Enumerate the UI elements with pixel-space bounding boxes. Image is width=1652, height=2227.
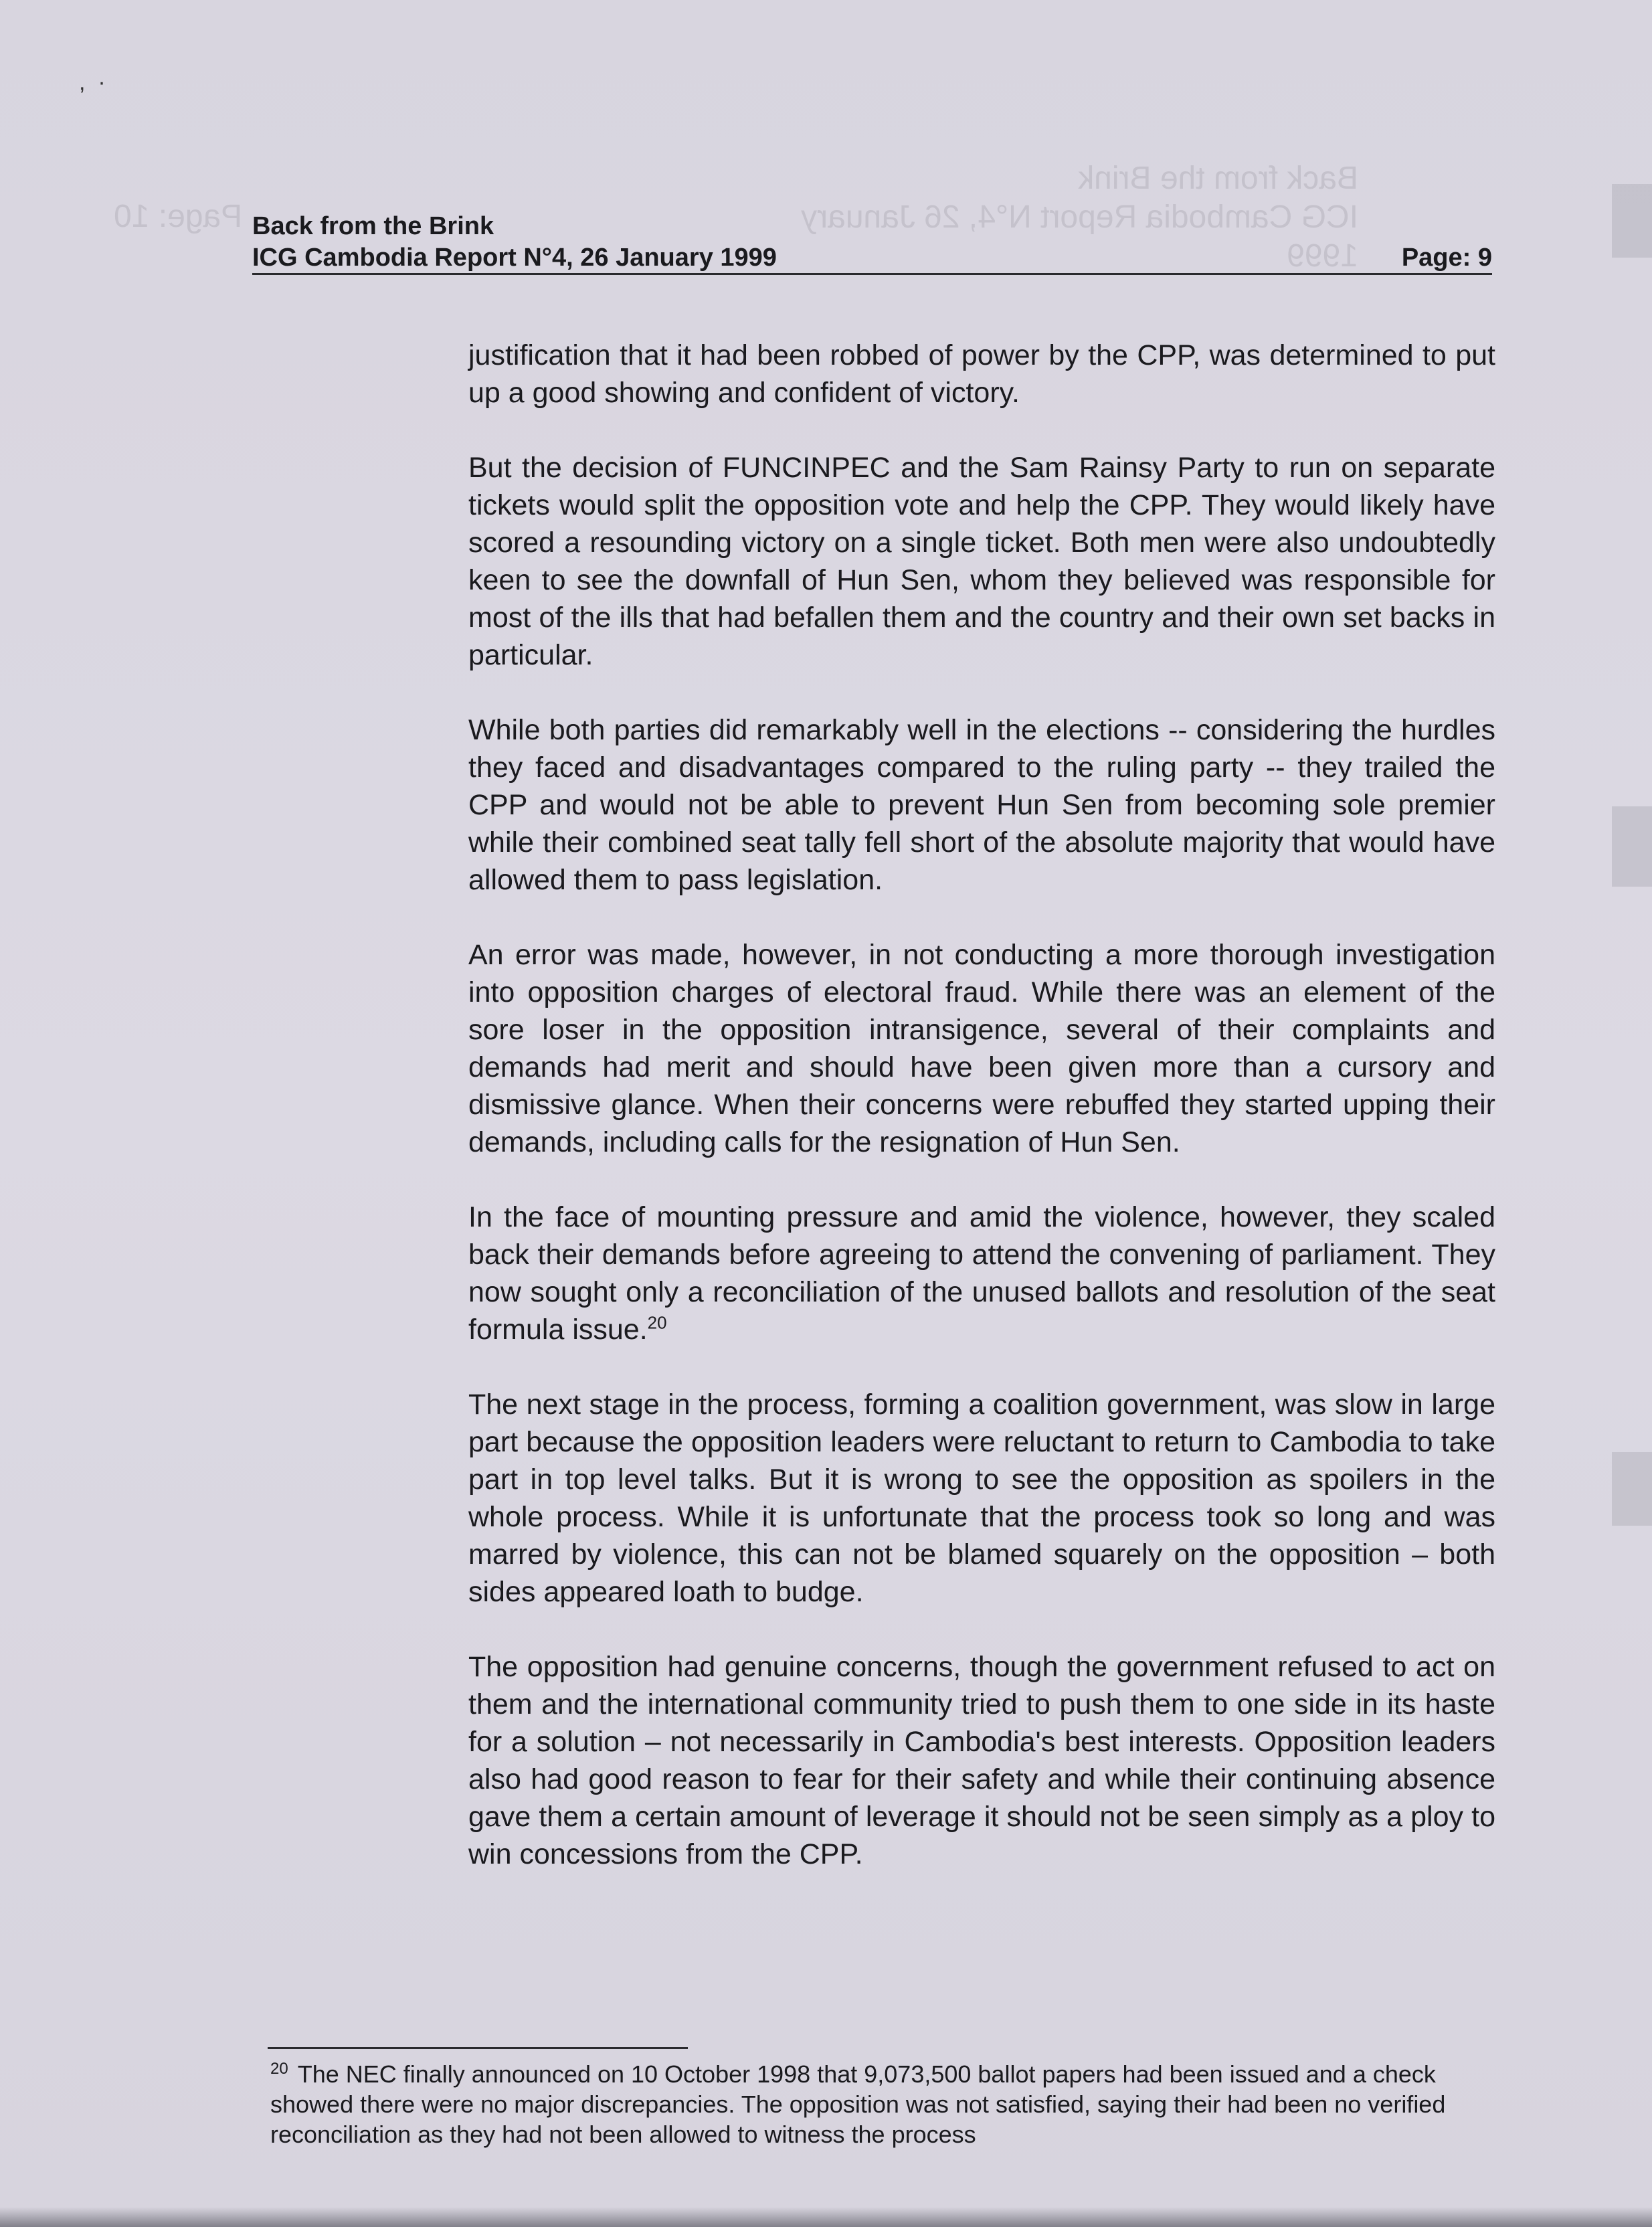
paragraph-text: In the face of mounting pressure and amid the violence, however, they scaled back their demands before agreeing to attend the convening of parliament. They now sought only a reconciliation of the unused ballots and resolution of the seat formula issue.	[468, 1201, 1495, 1346]
header-subtitle-row	[252, 242, 1492, 274]
edge-tab	[1612, 1452, 1652, 1526]
edge-tab	[1612, 184, 1652, 258]
paragraph: The opposition had genuine concerns, though the government refused to act on them and the international community tried to push them to one side in its haste for a solution – not necessarily in Cambodia's best interests. Opposition leaders also had good reason to fear for their safety and while their continuing absence gave them a certain amount of leverage it should not be seen simply as a ploy to win concessions from the CPP.	[468, 1651, 1495, 1870]
footnote-text: The NEC finally announced on 10 October 1998 that 9,073,500 ballot papers had been issued and a check showed there were no major discrepancies. The opposition was not satisfied, saying their had been no verified reconciliation as they had not been allowed to witness the process	[270, 2060, 1446, 2148]
bleed-through-page-number: Page: 10	[114, 199, 243, 234]
page-number: Page: 9	[1401, 244, 1492, 272]
header-divider	[252, 273, 1492, 275]
page-header	[252, 211, 1492, 274]
bleed-through-subtitle: ICG Cambodia Report N°4, 26 January 1999	[801, 199, 1358, 274]
scan-bottom-edge	[0, 2207, 1652, 2227]
body-text	[468, 337, 1495, 1910]
edge-tab	[1612, 806, 1652, 887]
bleed-through-title: Back from the Brink	[1078, 161, 1358, 196]
footnote-reference[interactable]: 20	[647, 1312, 667, 1333]
paragraph-with-footnote	[468, 1198, 1495, 1348]
paragraph: The next stage in the process, forming a coalition government, was slow in large part because the opposition leaders were reluctant to return to Cambodia to take part in top level talks. But it is wrong to see the opposition as spoilers in the whole process. While it is unfortunate that the process took so long and was marred by violence, this can not be blamed squarely on the opposition – both sides appeared loath to budge.	[468, 1389, 1495, 1608]
footnote-divider	[268, 2047, 688, 2049]
paragraph: While both parties did remarkably well in the elections -- considering the hurdles they faced and disadvantages compared to the ruling party -- they trailed the CPP and would not be able to prevent Hun Sen from becoming sole premier while their combined seat tally fell short of the absolute majority that would have allowed them to pass legislation.	[468, 714, 1495, 896]
footnote	[270, 2059, 1505, 2149]
paragraph: But the decision of FUNCINPEC and the Sam Rainsy Party to run on separate tickets would split the opposition vote and help the CPP. They would likely have scored a resounding victory on a single ticket. Both men were also undoubtedly keen to see the downfall of Hun Sen, whom they believed was responsible for most of the ills that had befallen them and the country and their own set backs in particular.	[468, 452, 1495, 671]
scan-specks: , ·	[79, 70, 106, 95]
paragraph: justification that it had been robbed of power by the CPP, was determined to put up a good showing and confident of victory.	[468, 339, 1495, 409]
report-subtitle: ICG Cambodia Report N°4, 26 January 1999	[252, 244, 777, 272]
footnote-number: 20	[270, 2060, 288, 2078]
paragraph: An error was made, however, in not conducting a more thorough investigation into opposition charges of electoral fraud. While there was an element of the sore loser in the opposition intransigence, several of their complaints and demands had merit and should have been given more than a cursory and dismissive glance. When their concerns were rebuffed they started upping their demands, including calls for the resignation of Hun Sen.	[468, 939, 1495, 1158]
report-title: Back from the Brink	[252, 212, 494, 240]
